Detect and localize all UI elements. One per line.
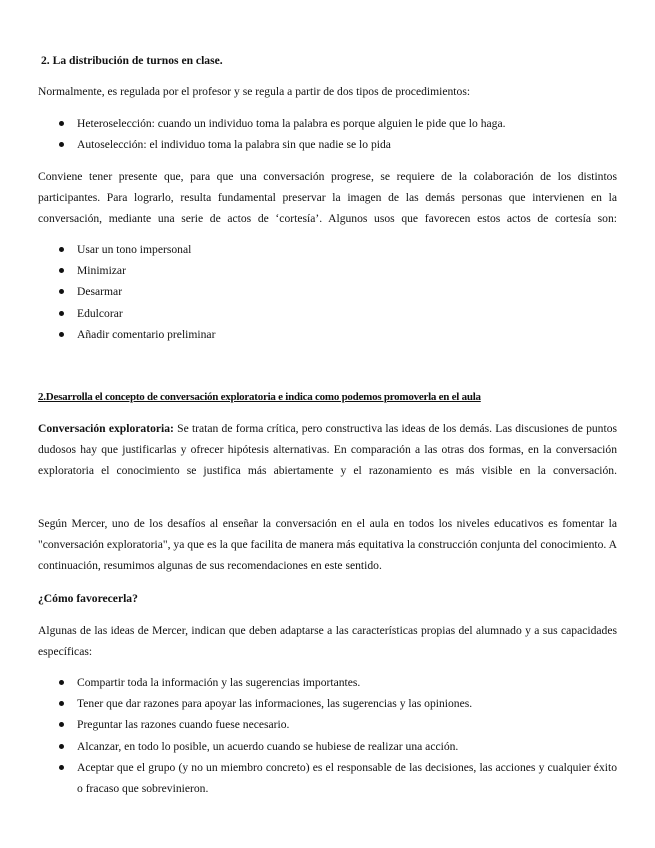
bullet-icon <box>59 680 64 685</box>
bullet-icon <box>59 121 64 126</box>
definition-paragraph <box>38 418 617 504</box>
list-item-text: Usar un tono impersonal <box>77 243 192 256</box>
recommendations-list <box>38 672 617 799</box>
list-item <box>38 736 617 757</box>
bullet-icon <box>59 765 64 770</box>
list-item-text: Preguntar las razones cuando fuese necesario. <box>77 718 290 732</box>
list-item-text: Compartir toda la información y las sugerencias importantes. <box>77 676 361 689</box>
list-item <box>38 239 617 260</box>
list-item-text: Desarmar <box>77 285 123 299</box>
courtesy-list <box>38 239 617 345</box>
list-item-text: Heteroselección: cuando un individuo toma la palabra es porque alguien le pide que lo haga. <box>77 117 506 130</box>
list-item-text: Edulcorar <box>77 306 123 320</box>
bullet-icon <box>59 311 64 316</box>
bullet-icon <box>59 744 64 749</box>
list-item-text: Minimizar <box>77 264 126 278</box>
list-item <box>38 693 617 714</box>
intro-paragraph: Normalmente, es regulada por el profesor y se regula a partir de dos tipos de procedimientos: <box>38 85 471 98</box>
list-item <box>38 672 617 693</box>
list-item <box>38 113 617 134</box>
list-item-text: Tener que dar razones para apoyar las informaciones, las sugerencias y las opiniones. <box>77 697 473 711</box>
list-item <box>38 134 617 155</box>
list-item <box>38 260 617 281</box>
list-item-text: Añadir comentario preliminar <box>77 327 216 341</box>
courtesy-paragraph: Conviene tener presente que, para que una conversación progrese, se requiere de la colaboración de los distintos participantes. Para lograrlo, resulta fundamental preservar la imagen de las demás personas que intervienen en la conversación, mediante una serie de actos de ‘cortesía’. Algunos usos que favorecen estos actos de cortesía son: <box>38 170 617 226</box>
list-item-text: Aceptar que el grupo (y no un miembro concreto) es el responsable de las decisiones, las acciones y cualquier éxito o fracaso que sobrevinieron. <box>77 760 617 796</box>
list-item <box>38 714 617 735</box>
list-item <box>38 303 617 324</box>
list-item <box>38 281 617 302</box>
bullet-icon <box>59 268 64 273</box>
definition-term: Conversación exploratoria: <box>38 422 174 435</box>
section-heading-turnos: 2. La distribución de turnos en clase. <box>41 54 223 67</box>
list-item <box>38 324 617 345</box>
definition-text: Se tratan de forma crítica, pero constructiva las ideas de los demás. Las discusiones de puntos dudosos hay que justificarlas y ofrecer hipótesis alternativas. En comparación a las otras dos formas, en la conversación exploratoria el conocimiento se justifica más abiertamente y el razonamiento es más visible en la conversación. <box>38 422 617 478</box>
section-heading-exploratoria: 2.Desarrolla el concepto de conversación exploratoria e indica como podemos promoverla en el aula <box>38 391 481 403</box>
bullet-icon <box>59 701 64 706</box>
bullet-icon <box>59 142 64 147</box>
bullet-icon <box>59 332 64 337</box>
procedures-list <box>38 113 617 155</box>
bullet-icon <box>59 289 64 294</box>
list-item-text: Alcanzar, en todo lo posible, un acuerdo cuando se hubiese de realizar una acción. <box>77 739 459 753</box>
list-item-text: Autoselección: el individuo toma la palabra sin que nadie se lo pida <box>77 138 391 152</box>
bullet-icon <box>59 722 64 727</box>
mercer-paragraph: Según Mercer, uno de los desafíos al enseñar la conversación en el aula en todos los niveles educativos es fomentar la "conversación exploratoria", ya que es la que facilita de manera más equitativa la construcción conjunta del conocimiento. A continuación, resumimos algunas de sus recomendaciones en este sentido. <box>38 517 617 573</box>
ideas-paragraph: Algunas de las ideas de Mercer, indican que deben adaptarse a las características propias del alumnado y a sus capacidades específicas: <box>38 624 617 659</box>
bullet-icon <box>59 247 64 252</box>
subheading-como-favorecerla: ¿Cómo favorecerla? <box>38 592 138 605</box>
list-item <box>38 757 617 799</box>
